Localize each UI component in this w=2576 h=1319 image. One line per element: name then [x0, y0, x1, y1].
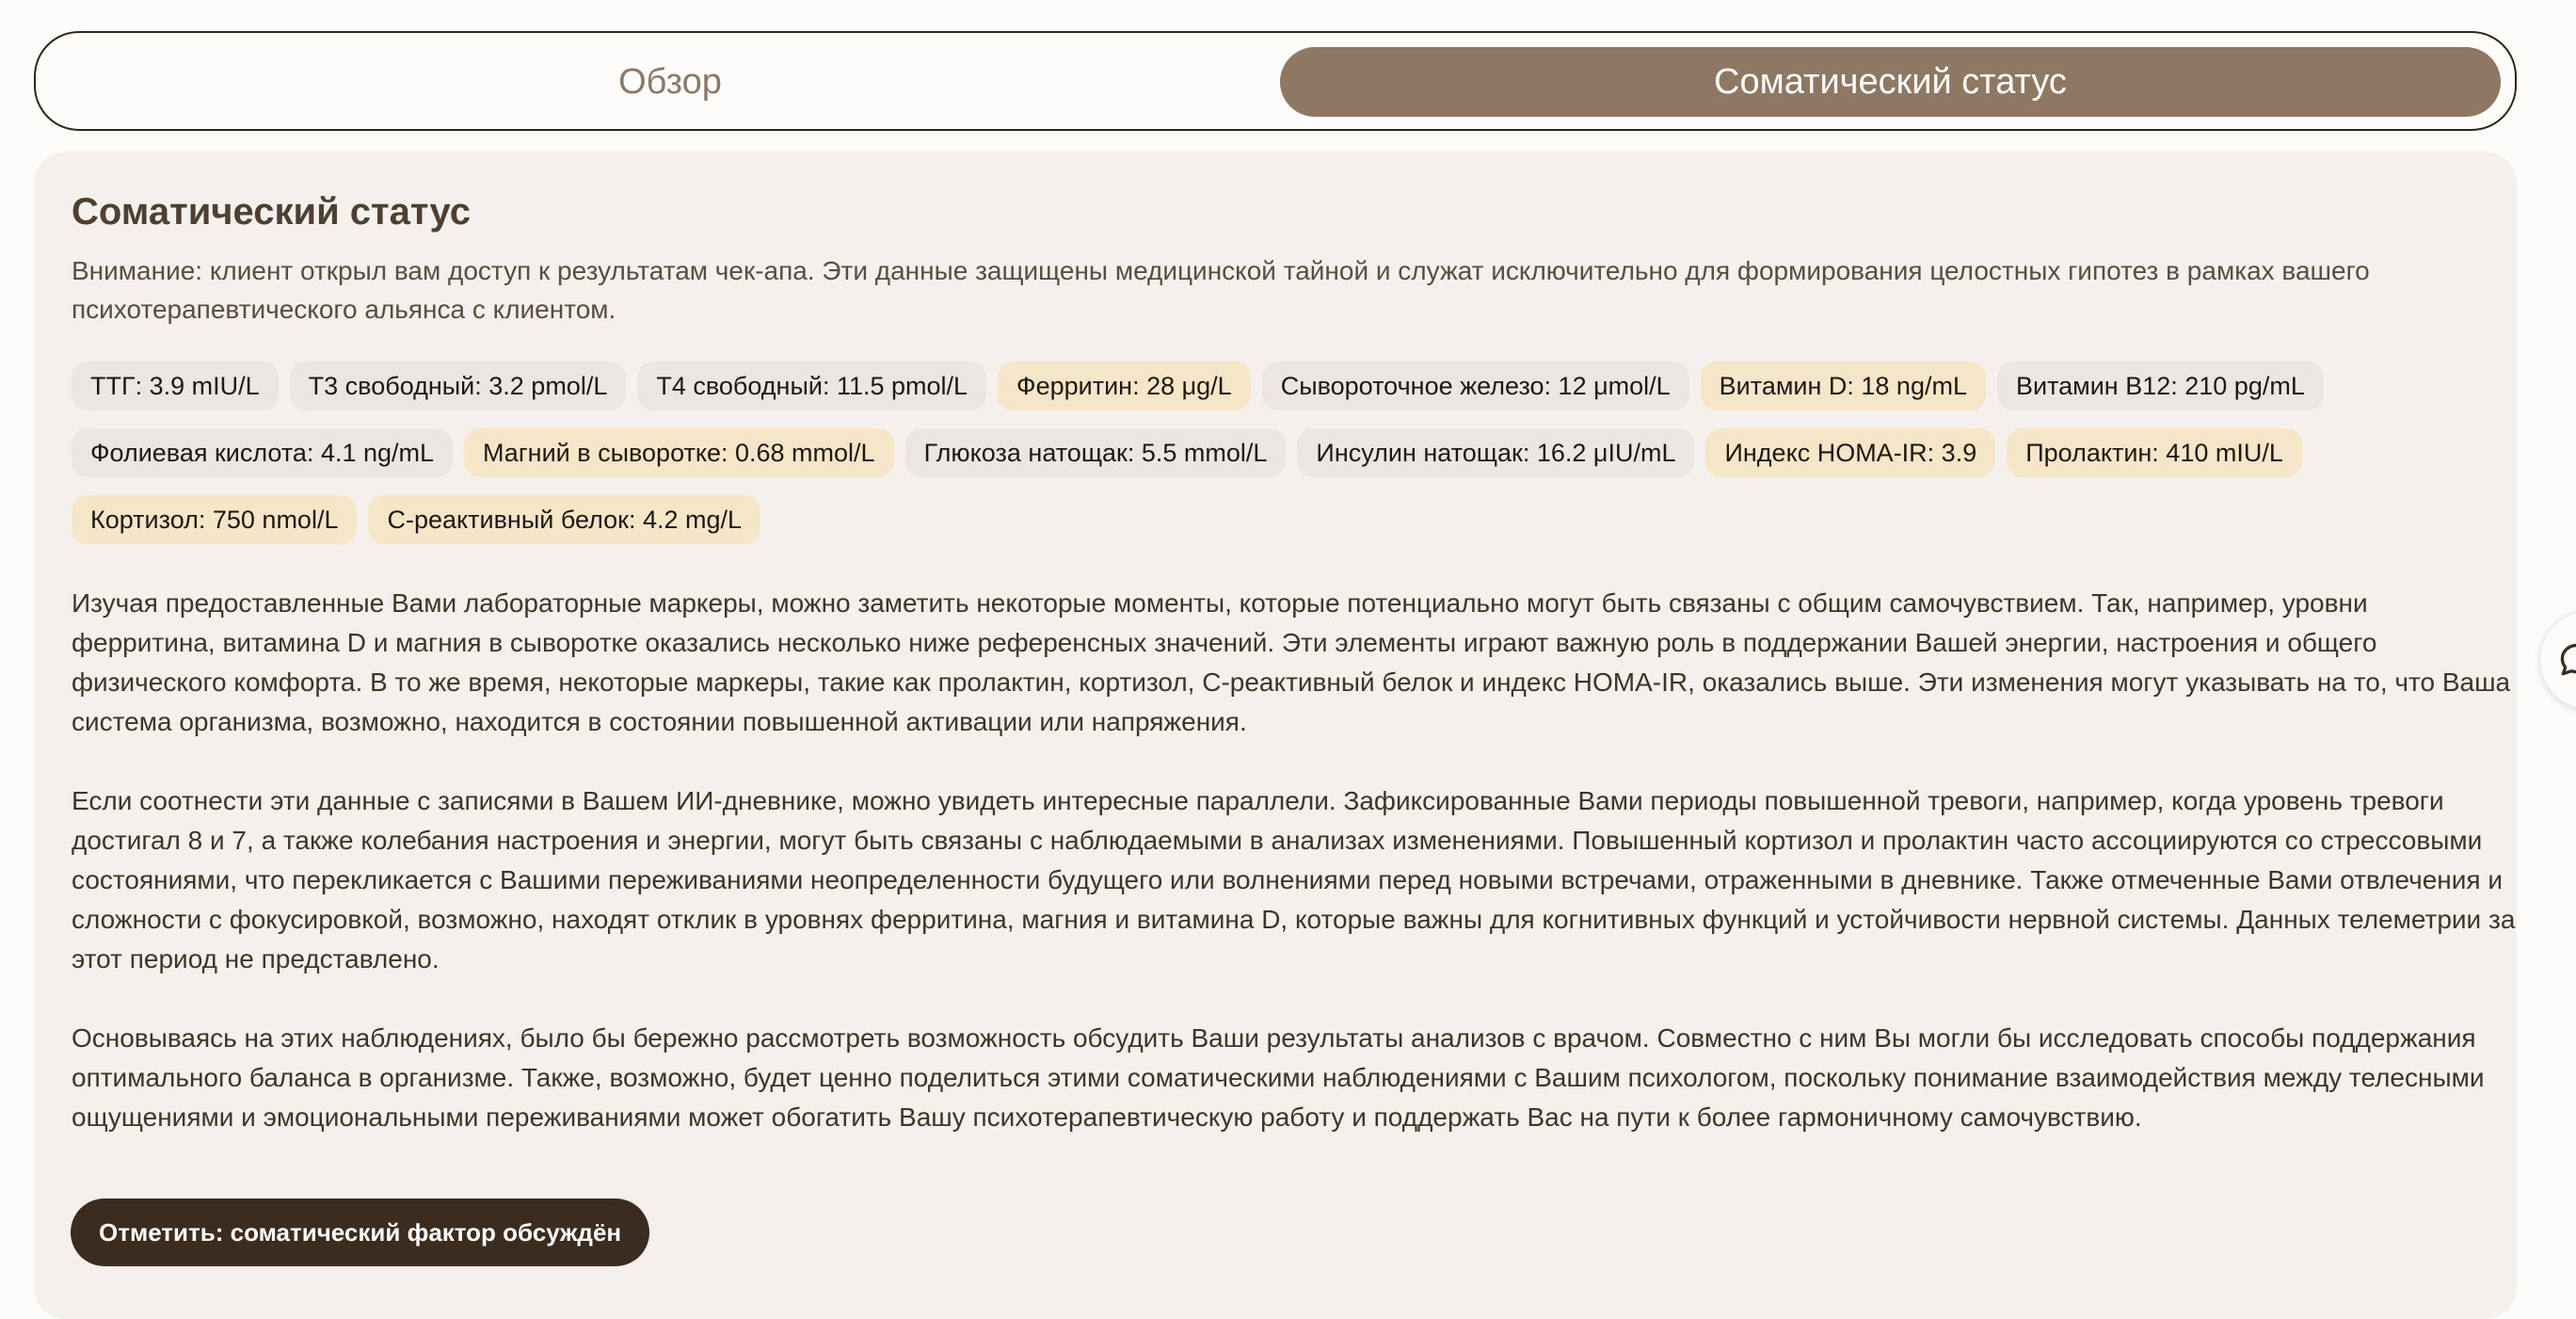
marker-chip-t3: T3 свободный: 3.2 pmol/L	[290, 362, 627, 410]
marker-chip-vitamin-b12: Витамин B12: 210 pg/mL	[1997, 362, 2324, 410]
marker-chip-vitamin-d: Витамин D: 18 ng/mL	[1701, 362, 1986, 410]
marker-chip-t4: T4 свободный: 11.5 pmol/L	[637, 362, 986, 410]
marker-chip-ferritin: Ферритин: 28 μg/L	[998, 362, 1251, 410]
somatic-status-card	[34, 152, 2517, 1319]
tab-somatic-status[interactable]: Соматический статус	[1280, 47, 2501, 117]
marker-chip-folic-acid: Фолиевая кислота: 4.1 ng/mL	[72, 428, 453, 477]
analysis-paragraph-markers: Изучая предоставленные Вами лабораторные маркеры, можно заметить некоторые моменты, которые потенциально могут быть связаны с общим самочувствием. Так, например, уровни ферритина, витамина D и магния в сыворотке оказались несколько ниже референсных значений. Эти элементы играют важную роль в поддержании Вашей энергии, настроения и общего физического комфорта. В то же время, некоторые маркеры, такие как пролактин, кортизол, С-реактивный белок и индекс HOMA-IR, оказались выше. Эти изменения могут указывать на то, что Ваша система организма, возможно, находится в состоянии повышенной активации или напряжения.	[72, 588, 2511, 736]
marker-chip-cortisol: Кортизол: 750 nmol/L	[72, 495, 357, 544]
marker-chip-glucose: Глюкоза натощак: 5.5 mmol/L	[905, 428, 1287, 477]
marker-chip-tsh: ТТГ: 3.9 mIU/L	[72, 362, 279, 410]
marker-chip-insulin: Инсулин натощак: 16.2 μIU/mL	[1297, 428, 1694, 477]
analysis-paragraph-diary: Если соотнести эти данные с записями в Вашем ИИ-дневнике, можно увидеть интересные параллели. Зафиксированные Вами периоды повышенной тревоги, например, когда уровень тревоги достигал 8 и 7, а также колебания настроения и энергии, могут быть связаны с наблюдаемыми в анализах изменениями. Повышенный кортизол и пролактин часто ассоциируются со стрессовыми состояниями, что перекликается с Вашими переживаниями неопределенности будущего или волнениями перед новыми встречами, отраженными в дневнике. Также отмеченные Вами отвлечения и сложности с фокусировкой, возможно, находят отклик в уровнях ферритина, магния и витамина D, которые важны для когнитивных функций и устойчивости нервной системы. Данных телеметрии за этот период не представлено.	[72, 786, 2516, 973]
chat-button[interactable]	[2539, 610, 2576, 710]
marker-chip-crp: С-реактивный белок: 4.2 mg/L	[368, 495, 760, 544]
tab-bar	[34, 31, 2517, 131]
privacy-warning: Внимание: клиент открыл вам доступ к результатам чек-апа. Эти данные защищены медицинской тайной и служат исключительно для формирования целостных гипотез в рамках вашего психотерапевтического альянса с клиентом.	[72, 256, 2370, 324]
tab-overview[interactable]: Обзор	[618, 61, 722, 102]
chat-bubble-icon	[2556, 639, 2576, 681]
marker-chips	[72, 362, 2481, 544]
analysis-paragraph-recommendation: Основываясь на этих наблюдениях, было бы бережно рассмотреть возможность обсудить Ваши результаты анализов с врачом. Совместно с ним Вы могли бы исследовать способы поддержания оптимального баланса в организме. Также, возможно, будет ценно поделиться этими соматическими наблюдениями с Вашим психологом, поскольку понимание взаимодействия между телесными ощущениями и эмоциональными переживаниями может обогатить Вашу психотерапевтическую работу и поддержать Вас на пути к более гармоничному самочувствию.	[72, 1023, 2485, 1132]
mark-discussed-button[interactable]: Отметить: соматический фактор обсуждён	[71, 1198, 649, 1266]
marker-chip-homa-ir: Индекс HOMA-IR: 3.9	[1705, 428, 1995, 477]
marker-chip-prolactin: Пролактин: 410 mIU/L	[2007, 428, 2302, 477]
marker-chip-serum-iron: Сывороточное железо: 12 μmol/L	[1262, 362, 1689, 410]
marker-chip-magnesium: Магний в сыворотке: 0.68 mmol/L	[464, 428, 894, 477]
card-title: Соматический статус	[72, 191, 471, 233]
